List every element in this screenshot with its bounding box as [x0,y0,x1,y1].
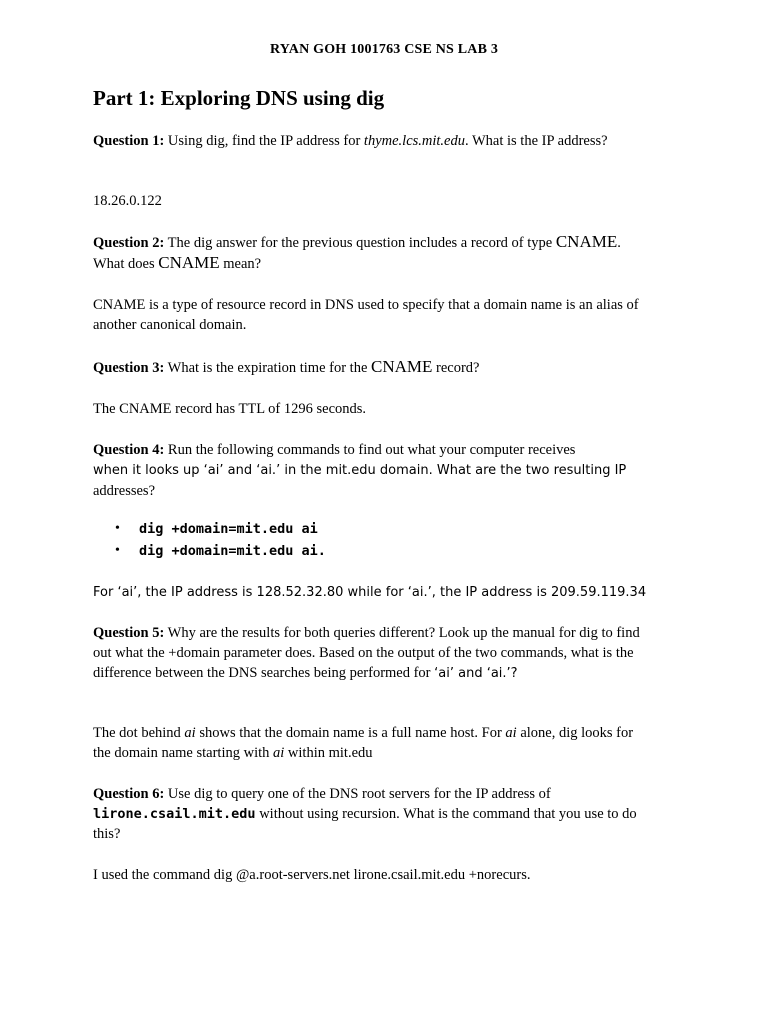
question-1-text-b: . What is the IP address? [465,133,608,149]
question-2-cname-1: CNAME [555,232,618,251]
answer-5 [93,723,653,763]
question-5-label: Question 5: [93,625,165,641]
question-4-text-c: addresses? [93,483,156,499]
question-2-cname-2: CNAME [158,253,220,272]
section-title: Part 1: Exploring DNS using dig [93,86,385,110]
question-2-label: Question 2: [93,235,165,251]
question-3 [93,357,653,378]
question-5 [93,623,653,684]
question-2-text-b: . What does [93,235,621,272]
bullet-icon: • [115,521,120,536]
question-2-text-a: The dig answer for the previous question includes a record of type [164,235,556,251]
answer-3: The CNAME record has TTL of 1296 seconds. [93,401,367,417]
answer-5-text-d: within mit.edu [284,745,373,761]
bullet-icon: • [115,543,120,558]
question-5-text-a: Why are the results for both queries different? Look up the manual for dig to find out what the +domain parameter does. Based on the output of the two commands, what is the difference between the DNS searches being performed for [93,625,640,681]
command-list [93,518,326,562]
command-item [93,518,326,540]
answer-5-text-b: shows that the domain name is a full name host. For [195,725,506,741]
question-6 [93,784,653,844]
question-5-text-b: ‘ai’ and ‘ai.’? [434,666,518,681]
answer-4: For ‘ai’, the IP address is 128.52.32.80 while for ‘ai.’, the IP address is 209.59.119.34 [93,585,647,600]
question-4-label: Question 4: [93,442,165,458]
answer-5-ai-2: ai [505,725,517,741]
question-2-text-c: mean? [219,256,262,272]
document-header: RYAN GOH 1001763 CSE NS LAB 3 [269,42,499,57]
answer-5-text-c: alone, dig looks for the domain name starting with [93,725,634,761]
answer-2: CNAME is a type of resource record in DNS used to specify that a domain name is an alias of another canonical domain. [93,297,639,333]
question-2 [93,232,653,274]
answer-5-ai-3: ai [273,745,285,761]
command-text: dig +domain=mit.edu ai [139,521,318,537]
question-3-cname: CNAME [371,357,433,376]
question-3-label: Question 3: [93,360,165,376]
question-1-label: Question 1: [93,133,165,149]
question-1-host: thyme.lcs.mit.edu [363,133,465,149]
question-3-text-a: What is the expiration time for the [164,360,371,376]
question-1 [93,131,653,151]
question-6-text-a: Use dig to query one of the DNS root servers for the IP address of [164,786,551,802]
question-6-host: lirone.csail.mit.edu [93,806,256,822]
question-4-text-a: Run the following commands to find out what your computer receives [164,442,576,458]
answer-5-text-a: The dot behind [93,725,185,741]
command-item [93,540,326,562]
command-text: dig +domain=mit.edu ai. [139,543,326,559]
answer-5-ai-1: ai [184,725,196,741]
answer-6: I used the command dig @a.root-servers.net lirone.csail.mit.edu +norecurs. [93,867,531,883]
question-1-text-a: Using dig, find the IP address for [164,133,364,149]
question-6-text-b: without using recursion. What is the command that you use to do this? [93,806,637,842]
answer-1: 18.26.0.122 [93,193,162,209]
question-4 [93,440,653,501]
question-3-text-b: record? [432,360,480,376]
question-6-label: Question 6: [93,786,165,802]
question-4-text-b: when it looks up ‘ai’ and ‘ai.’ in the mit.edu domain. What are the two resulting IP [93,463,627,478]
